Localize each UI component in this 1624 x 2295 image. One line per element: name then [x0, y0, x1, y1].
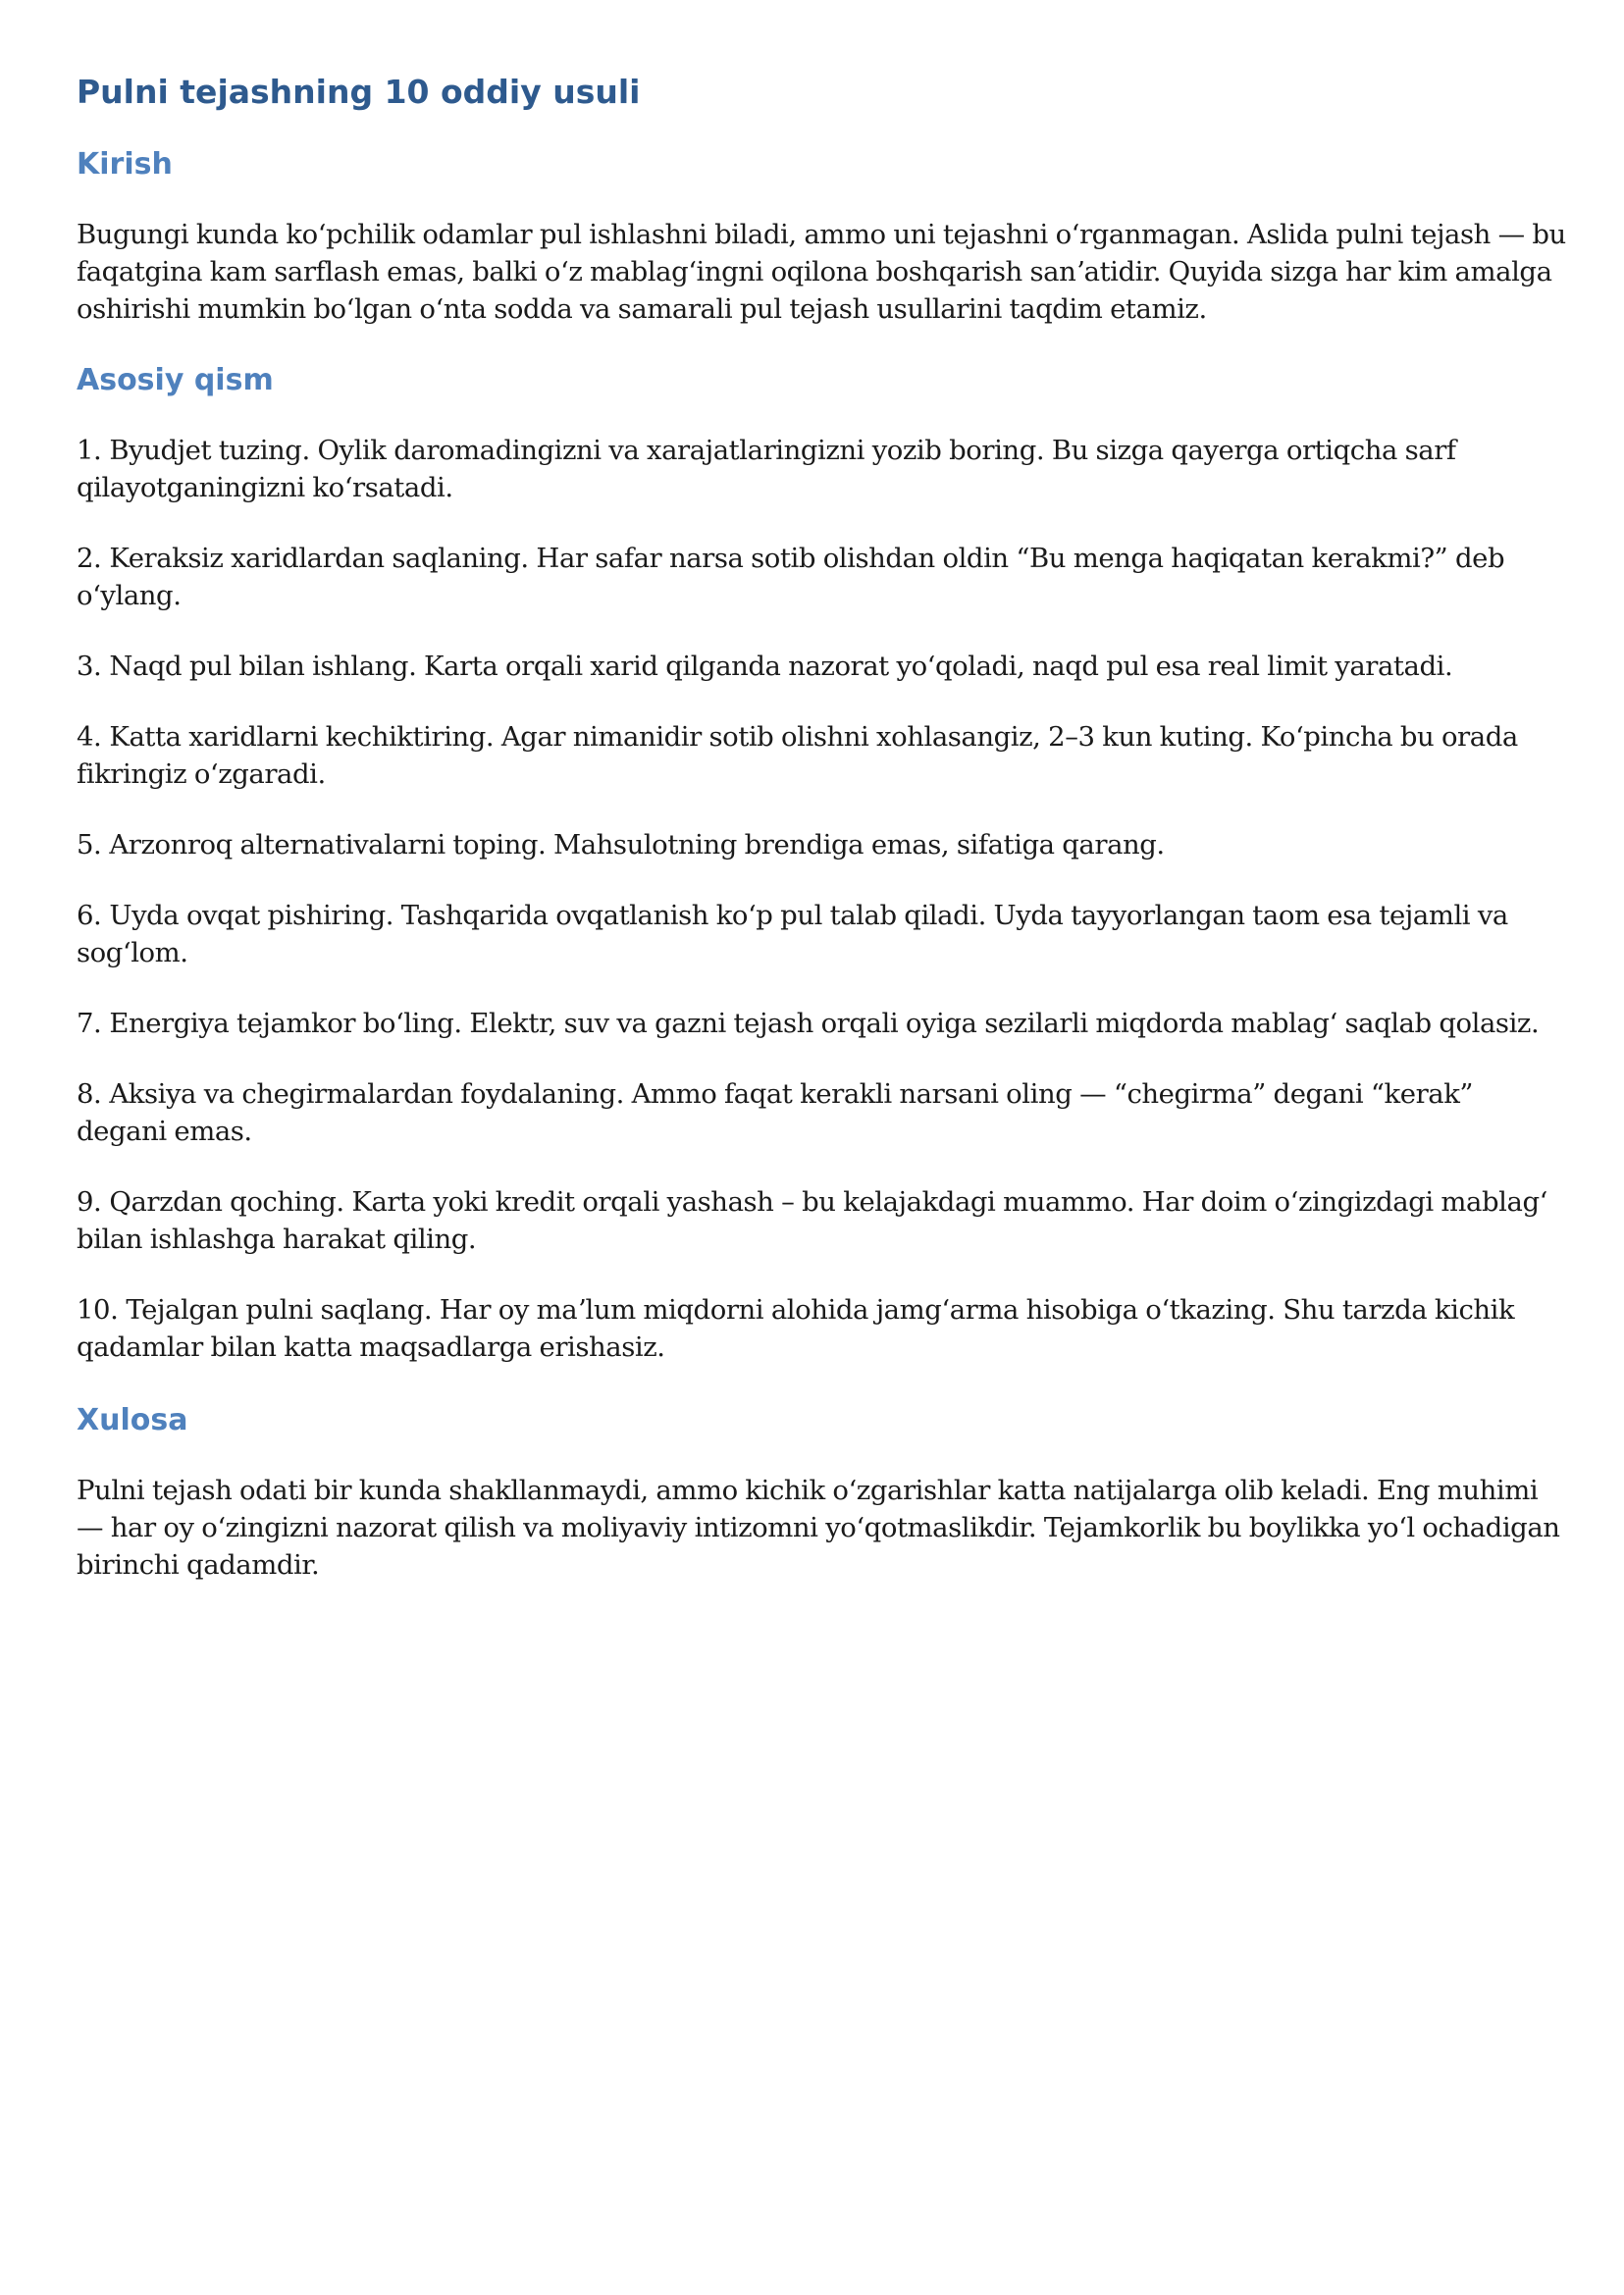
list-item-text: Tejalgan pulni saqlang. Har oy maʼlum miqdorni alohida jamgʻarma hisobiga oʻtkazing. Shu tarzda kichik qadamlar bilan katta maqsadlarga erishasiz.	[77, 1294, 1515, 1363]
intro-heading: Kirish	[77, 147, 173, 182]
list-item-number: 4.	[77, 721, 102, 753]
list-item-number: 10.	[77, 1294, 119, 1326]
list-item-text: Arzonroq alternativalarni toping. Mahsulotning brendiga emas, sifatiga qarang.	[109, 829, 1165, 861]
list-item	[77, 1005, 1568, 1042]
list-item-text: Uyda ovqat pishiring. Tashqarida ovqatlanish koʻp pul talab qiladi. Uyda tayyorlangan taom esa tejamli va sogʻlom.	[77, 900, 1508, 968]
conclusion-paragraph: Pulni tejash odati bir kunda shakllanmaydi, ammo kichik oʻzgarishlar katta natijalarga olib keladi. Eng muhimi — har oy oʻzingizni nazorat qilish va moliyaviy intizomni yoʻqotmaslikdir. Tejamkorlik bu boylikka yoʻl ochadigan birinchi qadamdir.	[77, 1475, 1560, 1581]
list-item	[77, 897, 1568, 971]
list-item	[77, 826, 1568, 863]
list-item-text: Energiya tejamkor boʻling. Elektr, suv va gazni tejash orqali oyiga sezilarli miqdorda mablagʻ saqlab qolasiz.	[109, 1008, 1540, 1039]
list-item	[77, 540, 1568, 614]
list-item-number: 7.	[77, 1008, 102, 1039]
list-item	[77, 432, 1568, 506]
list-item	[77, 648, 1568, 685]
list-item-number: 1.	[77, 435, 102, 466]
list-item-text: Keraksiz xaridlardan saqlaning. Har safar narsa sotib olishdan oldin “Bu menga haqiqatan kerakmi?” deb oʻylang.	[77, 543, 1505, 611]
intro-paragraph: Bugungi kunda koʻpchilik odamlar pul ishlashni biladi, ammo uni tejashni oʻrganmagan. Aslida pulni tejash — bu faqatgina kam sarflash emas, balki oʻz mablagʻingni oqilona boshqarish sanʼatidir. Quyida sizga har kim amalga oshirishi mumkin boʻlgan oʻnta sodda va samarali pul tejash usullarini taqdim etamiz.	[77, 219, 1566, 325]
document-page	[77, 69, 1568, 1615]
main-heading: Asosiy qism	[77, 363, 274, 397]
list-item-number: 3.	[77, 651, 102, 682]
list-item	[77, 1183, 1568, 1258]
list-item-text: Naqd pul bilan ishlang. Karta orqali xarid qilganda nazorat yoʻqoladi, naqd pul esa real limit yaratadi.	[109, 651, 1453, 682]
list-item	[77, 1291, 1568, 1366]
list-item-number: 6.	[77, 900, 102, 931]
list-item	[77, 718, 1568, 793]
list-item-text: Qarzdan qoching. Karta yoki kredit orqali yashash – bu kelajakdagi muammo. Har doim oʻzingizdagi mablagʻ bilan ishlashga harakat qiling.	[77, 1186, 1547, 1255]
tips-list	[77, 432, 1568, 1366]
list-item-number: 8.	[77, 1078, 102, 1110]
list-item-number: 5.	[77, 829, 102, 861]
list-item-text: Byudjet tuzing. Oylik daromadingizni va xarajatlaringizni yozib boring. Bu sizga qayerga ortiqcha sarf qilayotganingizni koʻrsatadi.	[77, 435, 1456, 503]
document-title: Pulni tejashning 10 oddiy usuli	[77, 73, 641, 111]
conclusion-heading: Xulosa	[77, 1403, 188, 1437]
list-item-text: Aksiya va chegirmalardan foydalaning. Ammo faqat kerakli narsani oling — “chegirma” degani “kerak” degani emas.	[77, 1078, 1474, 1147]
list-item-number: 9.	[77, 1186, 102, 1218]
list-item-number: 2.	[77, 543, 102, 574]
list-item	[77, 1075, 1568, 1150]
list-item-text: Katta xaridlarni kechiktiring. Agar nimanidir sotib olishni xohlasangiz, 2–3 kun kuting. Koʻpincha bu orada fikringiz oʻzgaradi.	[77, 721, 1518, 790]
